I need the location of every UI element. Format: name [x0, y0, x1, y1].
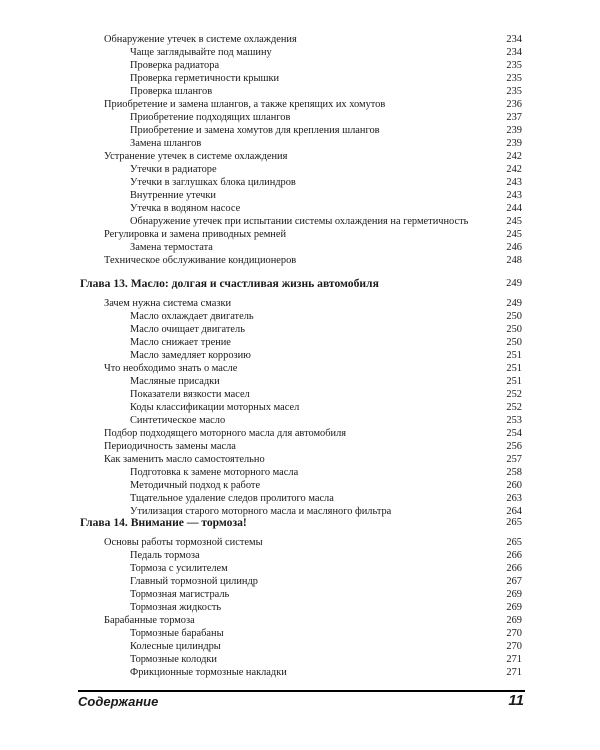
footer-rule	[78, 690, 525, 692]
toc-subentry	[130, 111, 522, 124]
toc-entry-title: Приобретение и замена хомутов для крепления шлангов	[130, 125, 380, 136]
toc-entry-title: Техническое обслуживание кондиционеров	[104, 255, 297, 266]
toc-entry-page: 243	[506, 177, 522, 188]
toc-entry-title: Фрикционные тормозные накладки	[130, 667, 287, 678]
toc-subentry	[130, 653, 522, 666]
toc-entry-page: 236	[506, 99, 522, 110]
toc-subentry	[130, 163, 522, 176]
toc-entry-page: 254	[506, 428, 522, 439]
footer-page-number: 11	[508, 692, 524, 709]
toc-entry-page: 256	[506, 441, 522, 452]
toc-entry-page: 271	[506, 654, 522, 665]
toc-entry-title: Проверка шлангов	[130, 86, 213, 97]
toc-entry	[104, 150, 522, 163]
toc-entry-page: 245	[506, 216, 522, 227]
toc-subentry	[130, 46, 522, 59]
toc-subentry	[130, 666, 522, 679]
toc-entry-title: Масляные присадки	[130, 376, 220, 387]
toc-subentry	[130, 627, 522, 640]
toc-entry-page: 246	[506, 242, 522, 253]
toc-entry-title: Проверка радиатора	[130, 60, 220, 71]
chapter-page: 249	[506, 278, 522, 289]
toc-subentry	[130, 562, 522, 575]
toc-entry-page: 270	[506, 641, 522, 652]
toc-entry-page: 234	[506, 34, 522, 45]
toc-entry-title: Замена шлангов	[130, 138, 202, 149]
toc-subentry	[130, 72, 522, 85]
toc-entry-page: 258	[506, 467, 522, 478]
toc-entry-title: Чаще заглядывайте под машину	[130, 47, 272, 58]
toc-entry-page: 250	[506, 324, 522, 335]
toc-entry-page: 235	[506, 86, 522, 97]
chapter-title: Глава 13. Масло: долгая и счастливая жизнь автомобиля	[80, 277, 379, 290]
toc-entry	[104, 297, 522, 310]
toc-subentry	[130, 349, 522, 362]
footer-section-title: Содержание	[78, 694, 159, 709]
toc-entry-page: 269	[506, 615, 522, 626]
toc-entry-page: 243	[506, 190, 522, 201]
toc-subentry	[130, 388, 522, 401]
toc-entry-page: 249	[506, 298, 522, 309]
chapter-heading	[80, 276, 522, 292]
toc-entry-title: Периодичность замены масла	[104, 441, 236, 452]
toc-entry-page: 251	[506, 363, 522, 374]
toc-subentry	[130, 640, 522, 653]
toc-entry-page: 237	[506, 112, 522, 123]
toc-subentry	[130, 137, 522, 150]
toc-entry	[104, 427, 522, 440]
toc-entry-title: Утечки в заглушках блока цилиндров	[130, 177, 296, 188]
toc-entry-title: Масло очищает двигатель	[130, 324, 245, 335]
toc-entry-page: 251	[506, 350, 522, 361]
toc-entry-page: 269	[506, 589, 522, 600]
toc-entry-title: Регулировка и замена приводных ремней	[104, 229, 287, 240]
toc-entry-page: 270	[506, 628, 522, 639]
toc-entry-page: 267	[506, 576, 522, 587]
toc-entry-title: Утечка в водяном насосе	[130, 203, 241, 214]
toc-subentry	[130, 202, 522, 215]
toc-entry	[104, 536, 522, 549]
toc-entry-page: 271	[506, 667, 522, 678]
toc-entry-title: Обнаружение утечек при испытании системы охлаждения на герметичность	[130, 216, 469, 227]
toc-entry-title: Синтетическое масло	[130, 415, 226, 426]
toc-subentry	[130, 466, 522, 479]
toc-subentry	[130, 375, 522, 388]
toc-entry-page: 269	[506, 602, 522, 613]
toc-entry	[104, 254, 522, 267]
chapter-page: 265	[506, 517, 522, 528]
toc-subentry	[130, 323, 522, 336]
toc-entry-title: Зачем нужна система смазки	[104, 298, 232, 309]
toc-entry-title: Внутренние утечки	[130, 190, 216, 201]
toc-entry-page: 252	[506, 389, 522, 400]
toc-entry-title: Утечки в радиаторе	[130, 164, 217, 175]
chapter-title: Глава 14. Внимание — тормоза!	[80, 516, 247, 529]
toc-entry-page: 264	[506, 506, 522, 517]
toc-entry-title: Замена термостата	[130, 242, 213, 253]
toc-entry-title: Как заменить масло самостоятельно	[104, 454, 265, 465]
toc-entry-title: Тормозная магистраль	[130, 589, 230, 600]
toc-entry	[104, 614, 522, 627]
toc-entry-title: Методичный подход к работе	[130, 480, 261, 491]
toc-subentry	[130, 189, 522, 202]
toc-entry-title: Тормозные колодки	[130, 654, 217, 665]
toc-entry-title: Основы работы тормозной системы	[104, 537, 263, 548]
toc-entry-title: Приобретение и замена шлангов, а также крепящих их хомутов	[104, 99, 386, 110]
toc-subentry	[130, 241, 522, 254]
toc-entry-page: 242	[506, 164, 522, 175]
chapter-heading	[80, 515, 522, 531]
toc-subentry	[130, 401, 522, 414]
toc-entry-title: Проверка герметичности крышки	[130, 73, 280, 84]
toc-subentry	[130, 215, 522, 228]
toc-subentry	[130, 479, 522, 492]
toc-entry-page: 242	[506, 151, 522, 162]
toc-subentry	[130, 85, 522, 98]
toc-entry-page: 252	[506, 402, 522, 413]
toc-entry	[104, 228, 522, 241]
toc-subentry	[130, 588, 522, 601]
toc-entry-page: 253	[506, 415, 522, 426]
toc-entry-page: 235	[506, 73, 522, 84]
toc-subentry	[130, 124, 522, 137]
toc-subentry	[130, 492, 522, 505]
toc-entry-title: Коды классификации моторных масел	[130, 402, 300, 413]
toc-entry-page: 260	[506, 480, 522, 491]
toc-entry-title: Утилизация старого моторного масла и масляного фильтра	[130, 506, 392, 517]
toc-entry-page: 266	[506, 563, 522, 574]
toc-entry-title: Подбор подходящего моторного масла для автомобиля	[104, 428, 347, 439]
toc-entry-title: Тщательное удаление следов пролитого масла	[130, 493, 334, 504]
toc-entry-title: Показатели вязкости масел	[130, 389, 250, 400]
toc-entry-title: Педаль тормоза	[130, 550, 200, 561]
toc-entry-title: Устранение утечек в системе охлаждения	[104, 151, 288, 162]
toc-subentry	[130, 601, 522, 614]
toc-entry-title: Что необходимо знать о масле	[104, 363, 238, 374]
toc-entry-page: 263	[506, 493, 522, 504]
toc-subentry	[130, 575, 522, 588]
toc-entry-title: Тормозная жидкость	[130, 602, 222, 613]
toc-entry-title: Барабанные тормоза	[104, 615, 195, 626]
toc-entry-page: 265	[506, 537, 522, 548]
toc-subentry	[130, 414, 522, 427]
toc-entry-title: Подготовка к замене моторного масла	[130, 467, 299, 478]
toc-entry-title: Главный тормозной цилиндр	[130, 576, 258, 587]
toc-entry-title: Тормозные барабаны	[130, 628, 224, 639]
toc-entry	[104, 362, 522, 375]
toc-entry-page: 251	[506, 376, 522, 387]
toc-entry-page: 266	[506, 550, 522, 561]
toc-entry-title: Масло снижает трение	[130, 337, 231, 348]
toc-entry	[104, 98, 522, 111]
toc-entry	[104, 440, 522, 453]
toc-subentry	[130, 310, 522, 323]
toc-entry-title: Колесные цилиндры	[130, 641, 221, 652]
toc-subentry	[130, 59, 522, 72]
toc-entry-page: 239	[506, 138, 522, 149]
toc-entry-page: 250	[506, 337, 522, 348]
toc-entry-page: 239	[506, 125, 522, 136]
toc-entry-title: Приобретение подходящих шлангов	[130, 112, 291, 123]
toc-entry	[104, 33, 522, 46]
toc-entry-page: 234	[506, 47, 522, 58]
toc-entry-page: 250	[506, 311, 522, 322]
toc-entry-title: Обнаружение утечек в системе охлаждения	[104, 34, 297, 45]
toc-entry-title: Тормоза с усилителем	[130, 563, 228, 574]
toc-subentry	[130, 336, 522, 349]
toc-subentry	[130, 176, 522, 189]
toc-entry	[104, 453, 522, 466]
toc-entry-page: 257	[506, 454, 522, 465]
toc-entry-title: Масло охлаждает двигатель	[130, 311, 254, 322]
toc-subentry	[130, 549, 522, 562]
toc-entry-page: 248	[506, 255, 522, 266]
toc-entry-page: 244	[506, 203, 522, 214]
toc-entry-page: 235	[506, 60, 522, 71]
toc-entry-page: 245	[506, 229, 522, 240]
toc-entry-title: Масло замедляет коррозию	[130, 350, 251, 361]
